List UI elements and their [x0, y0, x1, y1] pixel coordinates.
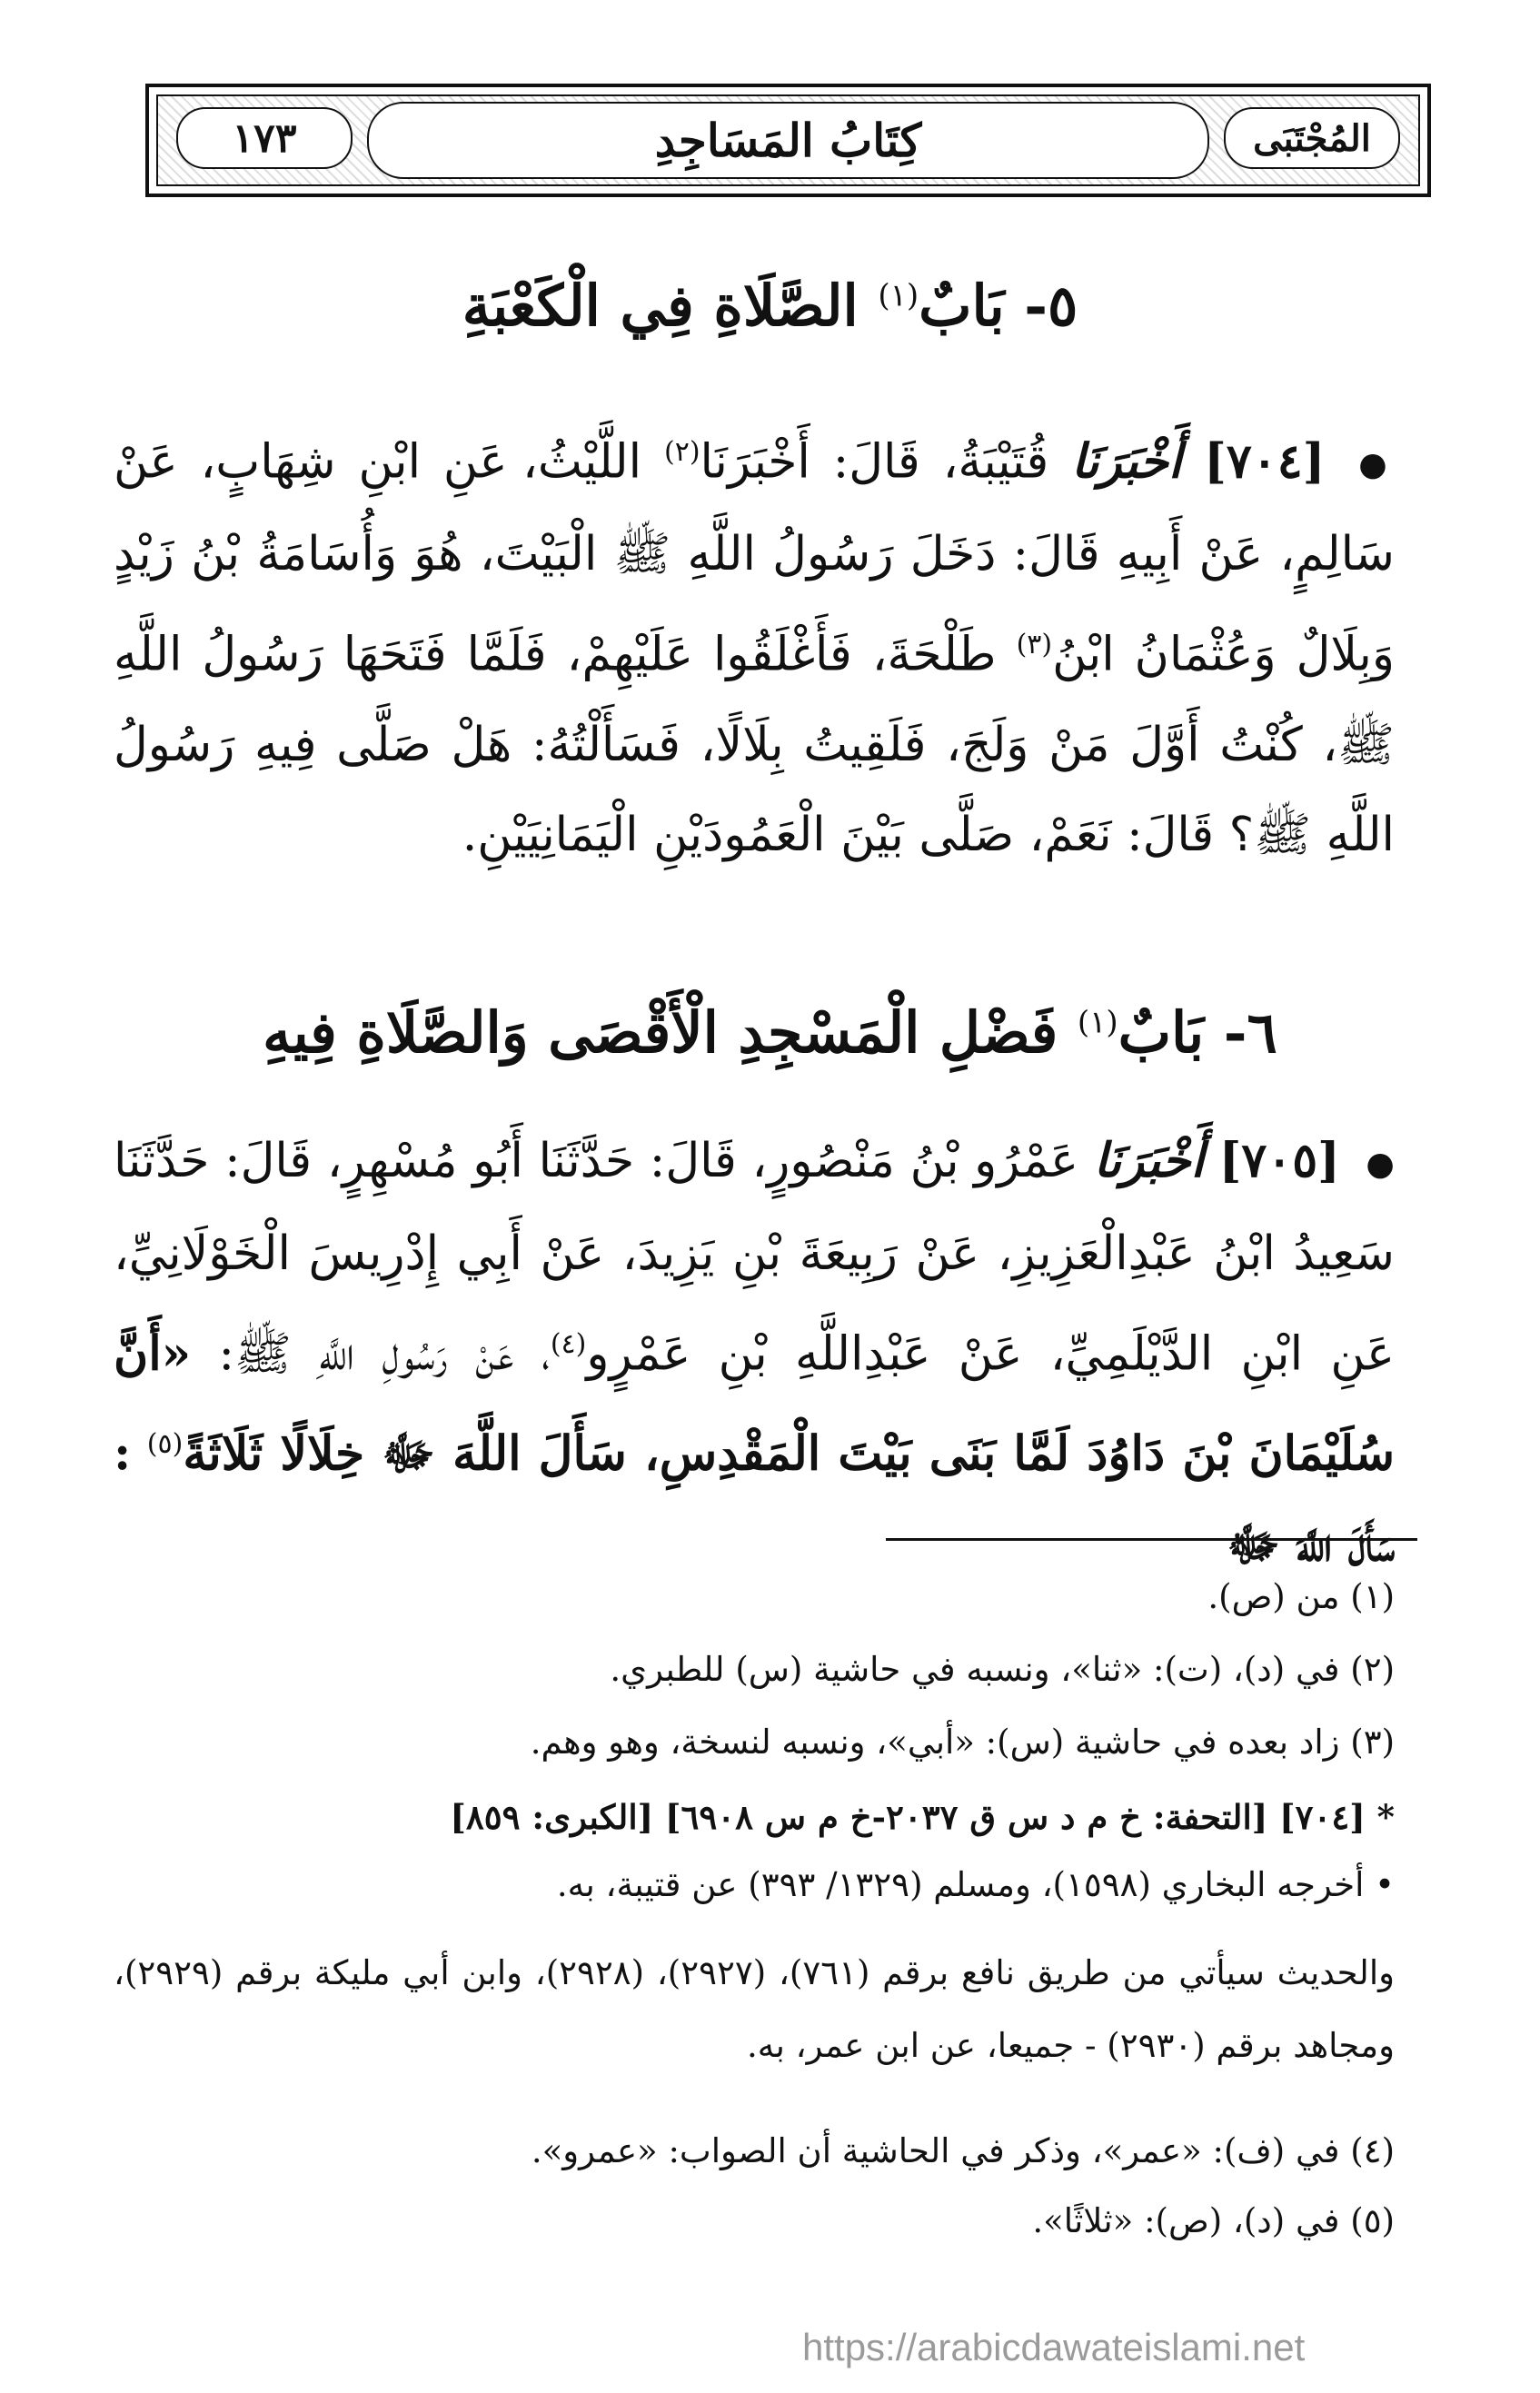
section-6-heading [145, 999, 1395, 1066]
hadith-number: [٧٠٥] [1218, 1133, 1340, 1188]
heading-title: فَضْلِ الْمَسْجِدِ الْأَقْصَى وَالصَّلَاةِ فِيهِ [263, 999, 1058, 1066]
page-number: ١٧٣ [176, 107, 353, 169]
footnote-3: (٣) زاد بعده في حاشية (س): «أبي»، ونسبه لنسخة، وهو وهم. [530, 1723, 1395, 1762]
hadith-705 [114, 1116, 1395, 1591]
takhrij-704-header [114, 1794, 1395, 1841]
footnote-4: (٤) في (ف): «عمر»، وذكر في الحاشية أن الصواب: «عمرو». [531, 2131, 1395, 2170]
footnote-ref: (٤) [550, 1328, 587, 1360]
hadith-text: طَلْحَةَ، فَأَغْلَقُوا عَلَيْهِمْ، فَلَمَّا فَتَحَهَا رَسُولُ اللَّهِ ﷺ، كُنْتُ أَوَّلَ مَنْ وَلَجَ، فَلَقِيتُ بِلَالًا، فَسَأَلْتُهُ: هَلْ صَلَّى فِيهِ رَسُولُ اللَّهِ ﷺ؟ قَالَ: نَعَمْ، صَلَّى بَيْنَ الْعَمُودَيْنِ الْيَمَانِيَيْنِ. [114, 627, 1395, 862]
chapter-title: كِتَابُ المَسَاجِدِ [654, 114, 922, 167]
heading-title: الصَّلَاةِ فِي الْكَعْبَةِ [462, 273, 859, 339]
hadith-text: اللَّيْثُ، عَنِ ابْنِ شِهَابٍ، عَنْ سَالِمٍ، عَنْ أَبِيهِ قَالَ: دَخَلَ رَسُولُ اللَّهِ ﷺ الْبَيْتَ، هُوَ وَأُسَامَةُ بْنُ زَيْدٍ وَبِلَالٌ وَعُثْمَانُ ابْنُ [114, 434, 1395, 682]
section-5-heading [145, 273, 1395, 339]
heading-number: ٥- [1024, 273, 1078, 339]
footnote-2: (٢) في (د)، (ت): «ثنا»، ونسبه في حاشية (س) للطبري. [610, 1650, 1395, 1689]
chapter-title-cartouche [367, 102, 1209, 179]
heading-word: بَابٌ [919, 273, 1005, 339]
akhbarana-word: أَخْبَرَنَا [1071, 433, 1182, 490]
footnote-ref: (١) [1077, 1004, 1118, 1041]
hadith-text: عَمْرُو بْنُ مَنْصُورٍ، قَالَ: حَدَّثَنَا أَبُو مُسْهِرٍ، قَالَ: حَدَّثَنَا سَعِيدُ ابْنُ عَبْدِالْعَزِيزِ، عَنْ رَبِيعَةَ بْنِ يَزِيدَ، عَنْ أَبِي إِدْرِيسَ الْخَوْلَانِيِّ، عَنِ ابْنِ الدَّيْلَمِيِّ، عَنْ عَبْدِاللَّهِ بْنِ عَمْرٍو [114, 1134, 1396, 1382]
takhrij-704-more: والحديث سيأتي من طريق نافع برقم (٧٦١)، (٢٩٢٧)، (٢٩٢٨)، وابن أبي مليكة برقم (٢٩٢٩)، ومجاهد برقم (٢٩٣٠) - جميعا، عن ابن عمر، به. [114, 1953, 1395, 2065]
footnote-1: (١) من (ص). [1207, 1577, 1395, 1616]
heading-number: ٦- [1223, 999, 1277, 1066]
prophetic-quote: : سَأَلَ اللَّهَ ﷻ [114, 1425, 1395, 1573]
prophetic-quote: «أَنَّ سُلَيْمَانَ بْنَ دَاوُدَ لَمَّا بَنَى بَيْتَ الْمَقْدِسِ، سَأَلَ اللَّهَ ﷻ خِلَالًا ثَلَاثَةً [114, 1326, 1396, 1482]
heading-word: بَابٌ [1118, 999, 1205, 1066]
bullet-icon: ● [1358, 446, 1395, 484]
page-header [145, 84, 1431, 197]
hadith-number: [٧٠٤] [1204, 433, 1326, 490]
footnote-ref: (١) [878, 277, 919, 314]
footnote-separator [886, 1538, 1417, 1541]
footnote-5: (٥) في (د)، (ص): «ثلاثًا». [1032, 2201, 1395, 2240]
series-title: المُجْتَبَى [1224, 107, 1400, 169]
takhrij-704-text: • أخرجه البخاري (١٥٩٨)، ومسلم (١٣٢٩/ ٣٩٣) عن قتيبة، به. [556, 1865, 1395, 1904]
footnote-ref: (٣) [1016, 629, 1053, 661]
footnote-ref: (٥) [146, 1428, 184, 1461]
bullet-icon: ● [1366, 1146, 1395, 1183]
hadith-704 [114, 407, 1395, 880]
hadith-text: ، عَنْ رَسُولِ اللَّهِ ﷺ: [218, 1326, 551, 1382]
watermark-url: https://arabicdawateislami.net [802, 2326, 1306, 2368]
takhrij-reference: * [٧٠٤] [التحفة: خ م د س ق ٢٠٣٧-خ م س ٦٩٠٨] [الكبرى: ٨٥٩] [450, 1797, 1395, 1837]
akhbarana-word: أَخْبَرَنَا [1093, 1133, 1205, 1188]
hadith-text: قُتَيْبَةُ، قَالَ: أَخْبَرَنَا [700, 434, 1049, 490]
footnote-ref: (٢) [663, 436, 700, 468]
